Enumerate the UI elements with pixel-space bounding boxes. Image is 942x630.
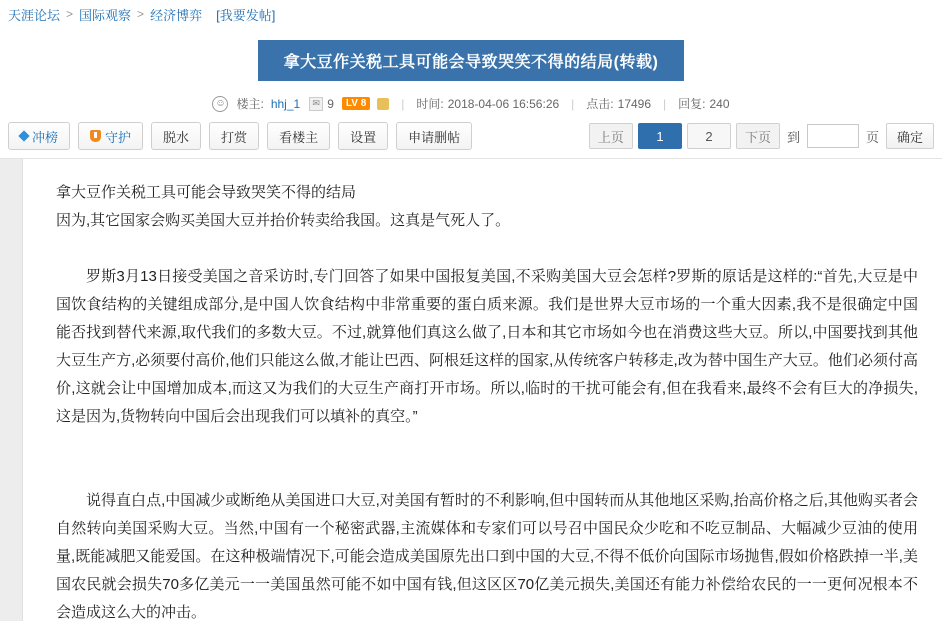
diamond-icon [18, 130, 29, 141]
post-body [22, 159, 942, 621]
views-value: 17496 [617, 96, 652, 111]
left-rail [0, 159, 23, 621]
dehydrate-button-label: 脱水 [163, 129, 190, 145]
page-unit-label: 页 [865, 129, 879, 145]
paragraph-spacer [56, 431, 918, 459]
medal-icon [377, 98, 389, 110]
post-content-area [0, 158, 942, 621]
shield-icon [90, 130, 101, 142]
breadcrumb-item-1[interactable]: 国际观察 [79, 7, 132, 23]
pagination [589, 123, 934, 149]
goto-confirm-button[interactable]: 确定 [886, 123, 934, 149]
page-title: 拿大豆作关税工具可能会导致哭笑不得的结局(转载) [258, 40, 685, 81]
guard-button-label: 守护 [105, 129, 132, 145]
guard-button[interactable] [78, 122, 143, 150]
breadcrumb-item-2[interactable]: 经济博弈 [150, 7, 203, 23]
meta-divider: | [663, 96, 667, 111]
tip-button[interactable] [209, 122, 259, 150]
meta-divider: | [401, 96, 405, 111]
dehydrate-button[interactable] [151, 122, 201, 150]
meta-divider: | [571, 96, 575, 111]
view-author-button-label: 看楼主 [279, 129, 319, 145]
paragraph-spacer [56, 459, 918, 487]
page-button-2[interactable]: 2 [687, 123, 731, 149]
breadcrumb-item-0[interactable]: 天涯论坛 [8, 7, 61, 23]
time-value: 2018-04-06 16:56:26 [447, 96, 560, 111]
request-delete-button-label: 申请删帖 [408, 129, 461, 145]
goto-label: 到 [786, 129, 800, 145]
breadcrumb [0, 0, 942, 28]
rank-button[interactable] [8, 122, 70, 150]
settings-button-label: 设置 [350, 129, 377, 145]
breadcrumb-separator: > [137, 7, 145, 21]
views-label: 点击: [586, 97, 614, 111]
author-label: 楼主: [236, 97, 264, 111]
new-post-link[interactable]: [我要发帖] [216, 7, 276, 23]
level-badge: LV 8 [342, 97, 370, 110]
time-label: 时间: [416, 97, 444, 111]
replies-value: 240 [709, 96, 730, 111]
title-container [0, 40, 942, 81]
action-toolbar [0, 112, 942, 158]
post-meta [0, 95, 942, 112]
message-icon[interactable]: ✉ [309, 97, 323, 111]
post-paragraph-1: 罗斯3月13日接受美国之音采访时,专门回答了如果中国报复美国,不采购美国大豆会怎样?罗斯的原话是这样的:“首先,大豆是中国饮食结构的关键组成部分,是中国人饮食结构中非常重要的蛋白质来源。我们是世界大豆市场的一个重大因素,我不是很确定中国能否找到替代来源,取代我们的多数大豆。不过,就算他们真这么做了,日本和其它市场如今也在消费这些大豆。所以,中国要找到其他大豆生产方,必须要付高价,他们只能这么做,才能让巴西、阿根廷这样的国家,从传统客户转移走,改为替中国生产大豆。他们必须付高价,这就会让中国增加成本,而这又为我们的大豆生产商打开市场。所以,临时的干扰可能会有,但在我看来,最终不会有巨大的净损失,这是因为,货物转向中国后会出现我们可以填补的真空。” [56, 268, 918, 425]
page-button-1[interactable]: 1 [638, 123, 682, 149]
smiley-icon: ☺ [212, 96, 228, 112]
post-line-2: 因为,其它国家会购买美国大豆并抬价转卖给我国。这真是气死人了。 [56, 212, 511, 229]
next-page-button[interactable]: 下页 [736, 123, 780, 149]
settings-button[interactable] [338, 122, 388, 150]
rank-button-label: 冲榜 [32, 129, 59, 145]
post-line-1: 拿大豆作关税工具可能会导致哭笑不得的结局 [56, 184, 357, 201]
replies-label: 回复: [678, 97, 706, 111]
breadcrumb-separator: > [66, 7, 74, 21]
request-delete-button[interactable] [396, 122, 472, 150]
prev-page-button[interactable]: 上页 [589, 123, 633, 149]
tip-button-label: 打赏 [221, 129, 248, 145]
paragraph-spacer [56, 235, 918, 263]
page-number-input[interactable] [807, 124, 859, 148]
view-author-button[interactable] [267, 122, 330, 150]
author-name[interactable]: hhj_1 [270, 96, 301, 111]
post-paragraph-2: 说得直白点,中国减少或断绝从美国进口大豆,对美国有暂时的不利影响,但中国转而从其他地区采购,抬高价格之后,其他购买者会自然转向美国采购大豆。当然,中国有一个秘密武器,主流媒体和专家们可以号召中国民众少吃和不吃豆制品、大幅减少豆油的使用量,既能减肥又能爱国。在这种极端情况下,可能会造成美国原先出口到中国的大豆,不得不低价向国际市场抛售,假如价格跌掉一半,美国农民就会损失70多亿美元一一美国虽然可能不如中国有钱,但这区区70亿美元损失,美国还有能力补偿给农民的一一更何况根本不会造成这么大的冲击。 [56, 492, 918, 621]
author-reply-count: 9 [327, 96, 334, 111]
